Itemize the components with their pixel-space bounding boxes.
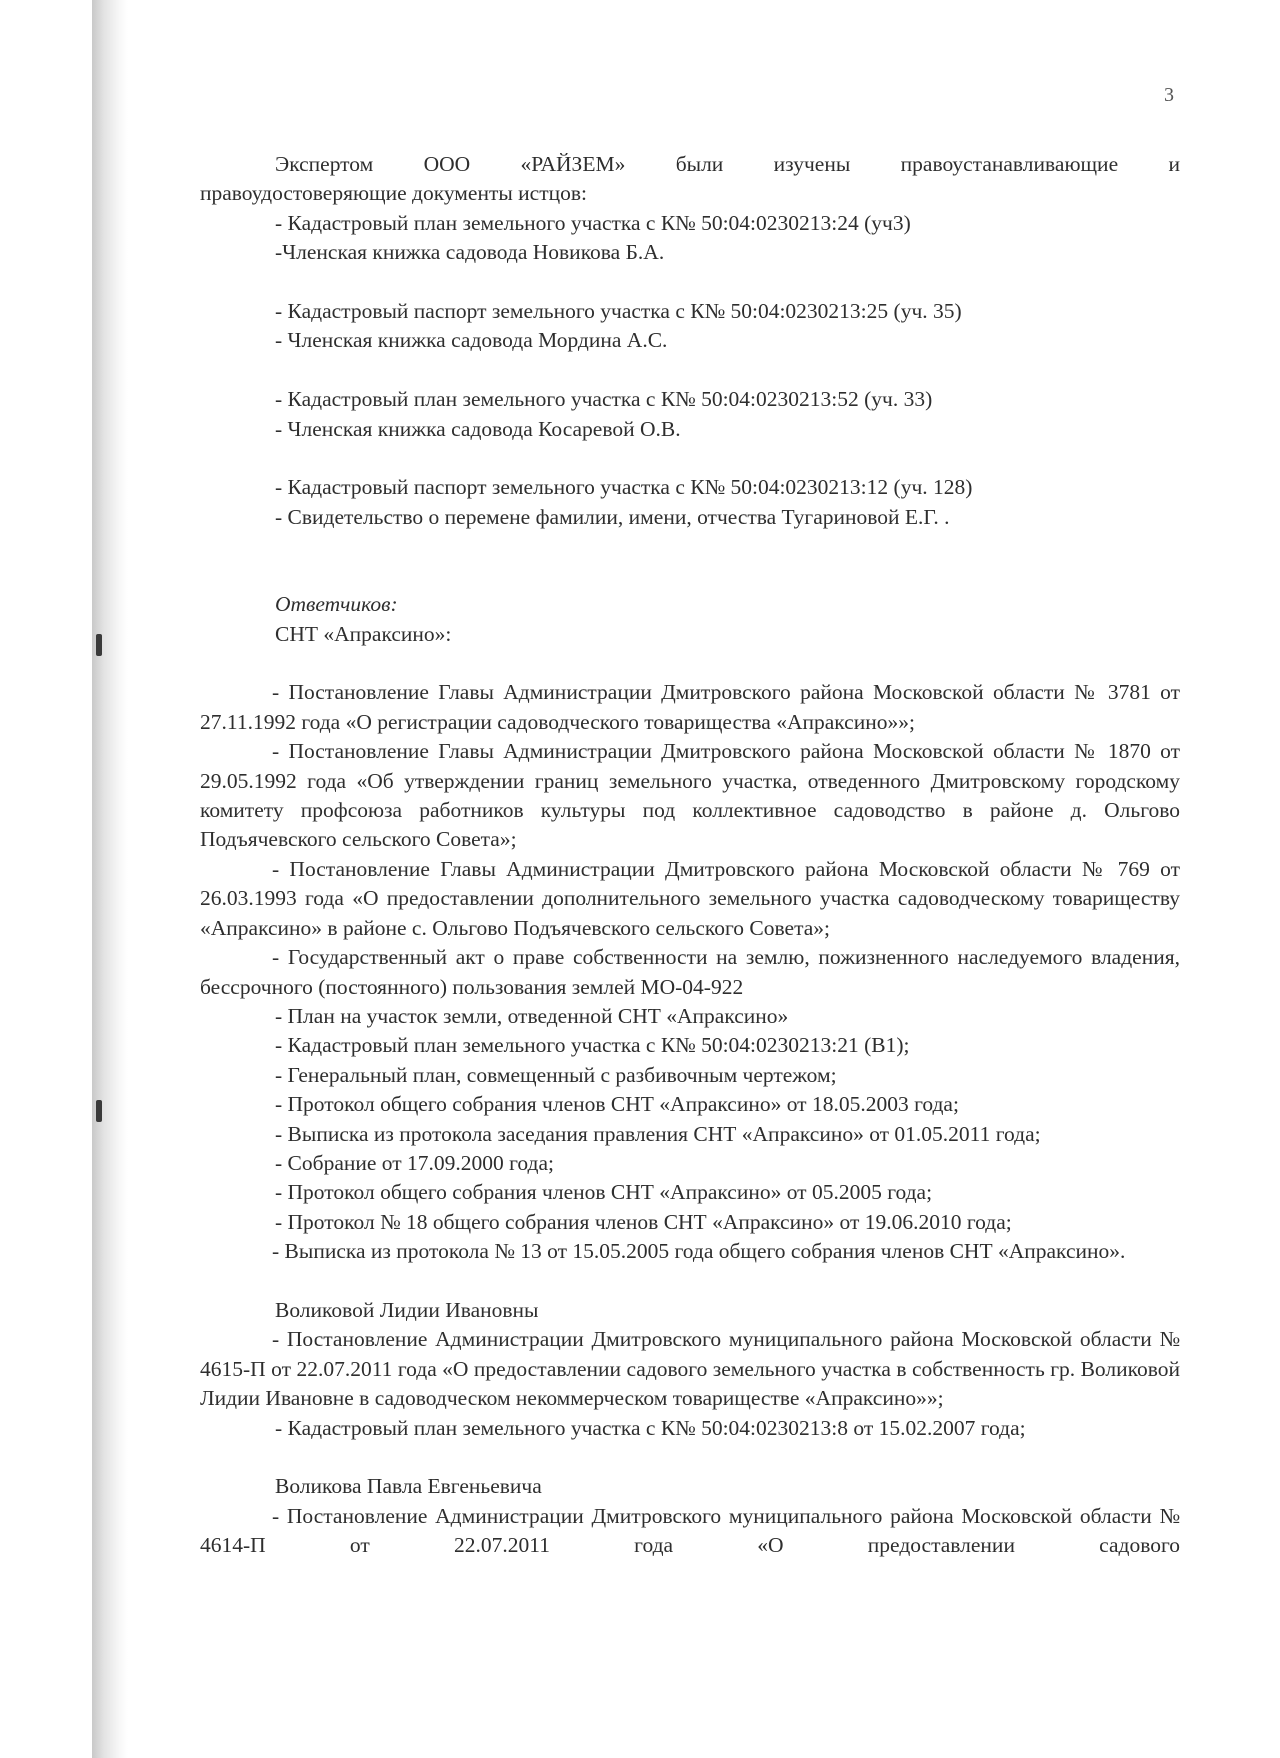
snt-doc: - Выписка из протокола заседания правления СНТ «Апраксино» от 01.05.2011 года; (275, 1121, 1041, 1146)
plaintiff-doc: -Членская книжка садовода Новикова Б.А. (275, 240, 665, 265)
scan-margin (0, 0, 92, 1758)
plaintiff-doc: - Свидетельство о перемене фамилии, имени, отчества Тугариновой Е.Г. . (275, 504, 950, 529)
punch-hole-mark (96, 1100, 102, 1122)
snt-doc: - Постановление Главы Администрации Дмитровского района Московской области № 1870 от 29.05.1992 года «Об утверждении границ земельного участка, отведенного Дмитровскому городскому комитету профсоюза работников культуры под коллективное садоводство в районе д. Ольгово Подъячевского сельского Совета»; (200, 739, 1180, 852)
intro-line: Экспертом ООО «РАЙЗЕМ» были изучены правоустанавливающие и (275, 152, 1180, 176)
plaintiff-doc: - Кадастровый паспорт земельного участка с К№ 50:04:0230213:25 (уч. 35) (275, 299, 962, 324)
punch-hole-mark (96, 634, 102, 656)
snt-doc: - План на участок земли, отведенной СНТ «Апраксино» (275, 1003, 789, 1028)
snt-doc: - Кадастровый план земельного участка с К№ 50:04:0230213:21 (В1); (275, 1033, 910, 1058)
plaintiff-doc: - Кадастровый план земельного участка с К№ 50:04:0230213:24 (уч3) (275, 210, 911, 235)
person-doc: - Постановление Администрации Дмитровского муниципального района Московской области № 4614-П от 22.07.2011 года «О предоставлении садового (200, 1503, 1180, 1558)
plaintiff-doc: - Членская книжка садовода Мордина А.С. (275, 328, 668, 353)
snt-doc: - Собрание от 17.09.2000 года; (275, 1150, 555, 1175)
snt-doc: - Выписка из протокола № 13 от 15.05.2005 года общего собрания членов СНТ «Апраксино». (272, 1239, 1126, 1264)
person-doc: - Кадастровый план земельного участка с К№ 50:04:0230213:8 от 15.02.2007 года; (275, 1415, 1026, 1440)
snt-doc: - Постановление Главы Администрации Дмитровского района Московской области № 769 от 26.03.1993 года «О предоставлении дополнительного земельного участка садоводческому товариществу «Апраксино» в районе с. Ольгово Подъячевского сельского Совета»; (200, 856, 1180, 940)
snt-doc: - Протокол № 18 общего собрания членов СНТ «Апраксино» от 19.06.2010 года; (275, 1209, 1012, 1234)
respondents-heading: Ответчиков: (275, 592, 398, 617)
snt-doc: - Протокол общего собрания членов СНТ «Апраксино» от 18.05.2003 года; (275, 1092, 959, 1117)
person-heading: Воликова Павла Евгеньевича (275, 1474, 542, 1499)
person-heading: Воликовой Лидии Ивановны (275, 1297, 539, 1322)
page-number: 3 (1164, 84, 1174, 106)
document-body (200, 150, 1180, 1561)
snt-doc: - Протокол общего собрания членов СНТ «Апраксино» от 05.2005 года; (275, 1180, 933, 1205)
intro-line: правоудостоверяющие документы истцов: (200, 181, 587, 206)
snt-heading: СНТ «Апраксино»: (275, 621, 452, 646)
snt-doc: - Генеральный план, совмещенный с разбивочным чертежом; (275, 1062, 837, 1087)
scan-binding-shadow (92, 0, 128, 1758)
plaintiff-doc: - Кадастровый план земельного участка с К№ 50:04:0230213:52 (уч. 33) (275, 387, 933, 412)
snt-doc: - Государственный акт о праве собственности на землю, пожизненного наследуемого владения, бессрочного (постоянного) пользования землей МО-04-922 (200, 945, 1180, 999)
plaintiff-doc: - Кадастровый паспорт земельного участка с К№ 50:04:0230213:12 (уч. 128) (275, 475, 973, 500)
plaintiff-doc: - Членская книжка садовода Косаревой О.В. (275, 416, 681, 441)
snt-doc: - Постановление Главы Администрации Дмитровского района Московской области № 3781 от 27.11.1992 года «О регистрации садоводческого товарищества «Апраксино»»; (200, 680, 1180, 734)
person-doc: - Постановление Администрации Дмитровского муниципального района Московской области № 4615-П от 22.07.2011 года «О предоставлении садового земельного участка в собственность гр. Воликовой Лидии Ивановне в садоводческом некоммерческом товариществе «Апраксино»»; (200, 1327, 1180, 1411)
